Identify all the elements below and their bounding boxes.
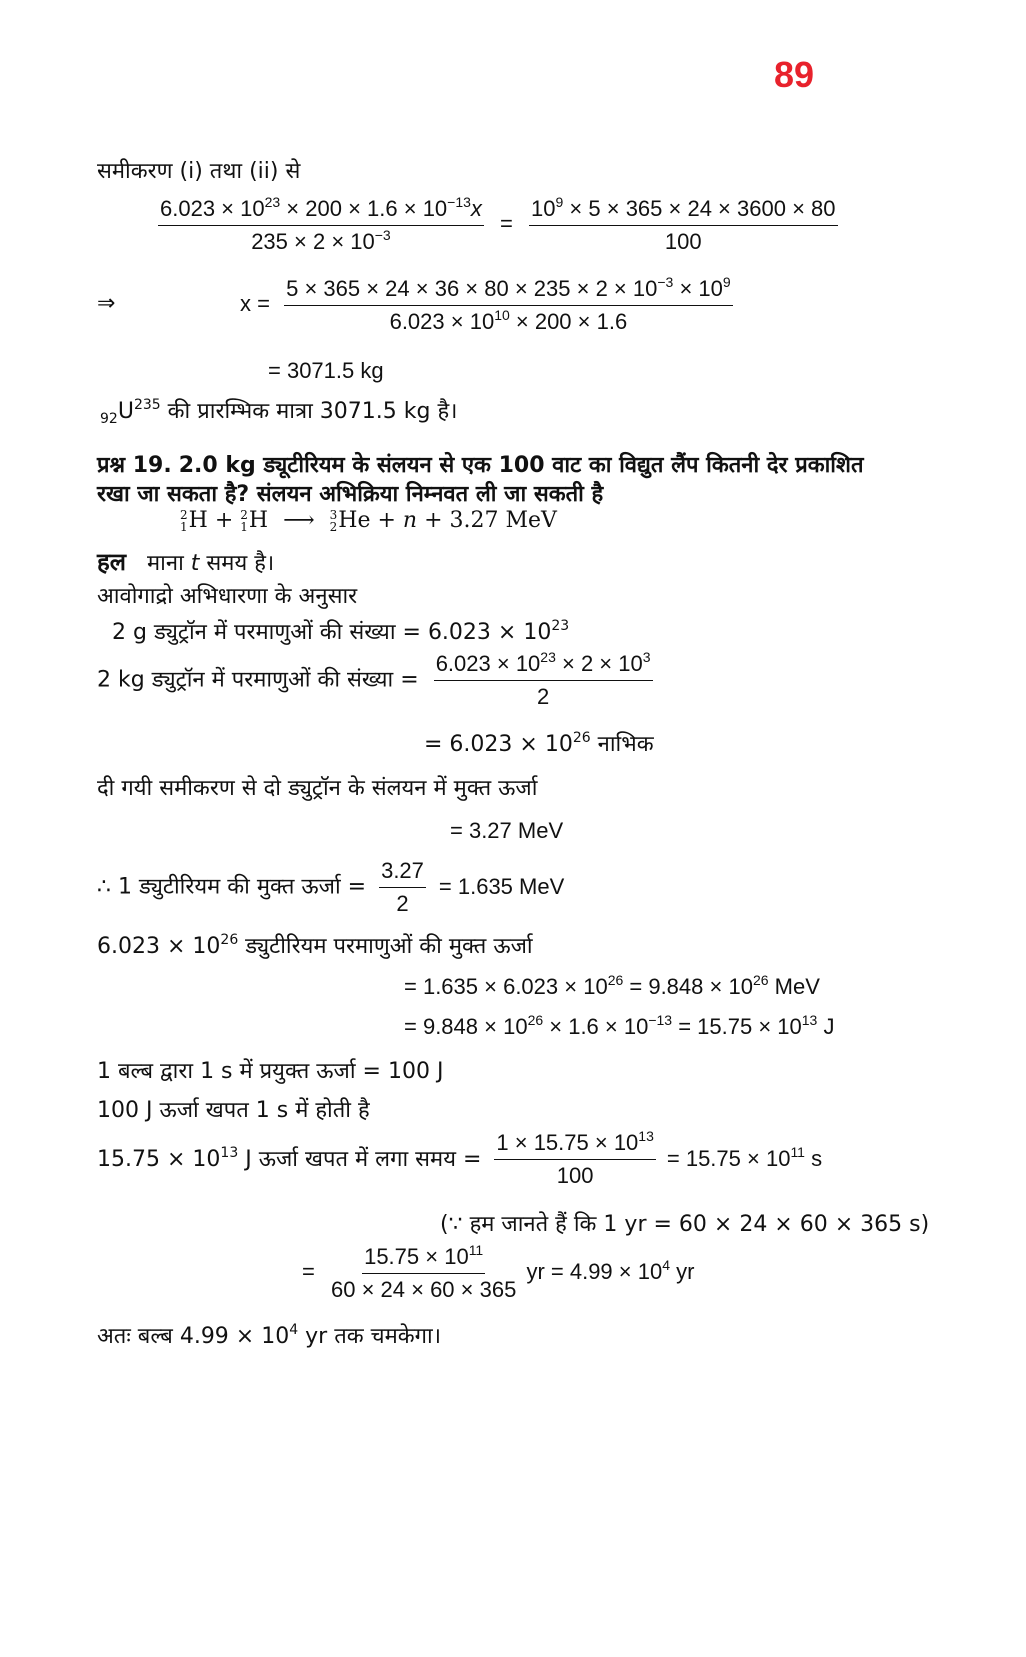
- energy-one-result: = 1.635 MeV: [438, 873, 565, 899]
- time-calculation: [97, 1130, 822, 1189]
- consumption-text: 100 J ऊर्जा खपत 1 s में होती है: [97, 1098, 370, 1123]
- years-calculation: [302, 1244, 694, 1303]
- equation-1: [158, 196, 838, 255]
- text-from-equations: समीकरण (i) तथा (ii) से: [97, 159, 301, 184]
- avogadro-text: आवोगाद्रो अभिधारणा के अनुसार: [97, 584, 358, 609]
- eq1-equals: =: [500, 211, 513, 237]
- energy-one-numerator: 3.27: [379, 858, 426, 888]
- eq2-lhs: x =: [240, 291, 270, 317]
- atoms-2kg-numerator: $6.023 \times 10^{23} \times 2 \times 10^3$: [434, 651, 653, 681]
- energy-intro: दी गयी समीकरण से दो ड्युट्रॉन के संलयन में मुक्त ऊर्जा: [97, 776, 538, 801]
- total-energy-intro: $6.023 \times 10^{26}$ ड्युटीरियम परमाणुओं की मुक्त ऊर्जा: [97, 932, 533, 959]
- implies-arrow: ⇒: [97, 290, 116, 315]
- eq1-rhs-denominator: 100: [664, 229, 702, 254]
- eq1-lhs-denominator: $235 \times 2 \times 10^{-3}$: [251, 227, 391, 254]
- atoms-in-2g: 2 g ड्युट्रॉन में परमाणुओं की संख्या = $6.023 \times 10^{23}$: [112, 618, 570, 645]
- energy-one-denominator: 2: [396, 891, 409, 916]
- fusion-reaction: 2 1 H + 2 1 H ⟶ 3 2 He + n + 3.27 MeV: [180, 508, 557, 534]
- equation-2: [240, 276, 733, 335]
- years-result: yr = $4.99 \times 10^4$ yr: [526, 1257, 695, 1285]
- question-text-1: 2.0 kg ड्यूटीरियम के संलयन से एक 100 वाट का विद्युत लैंप कितनी देर प्रकाशित: [178, 453, 864, 478]
- conclusion: अतः बल्ब $4.99 \times 10^4$ yr तक चमकेगा।: [97, 1322, 442, 1349]
- time-calc-result: = $15.75 \times 10^{11}$ s: [666, 1143, 823, 1171]
- solution-intro: माना t समय है।: [147, 551, 275, 576]
- energy-two-deuterons: = 3.27 MeV: [450, 818, 564, 843]
- years-denominator: 60 × 24 × 60 × 365: [330, 1277, 517, 1302]
- result-mass: = 3071.5 kg: [268, 358, 384, 383]
- years-equals: =: [302, 1259, 315, 1285]
- energy-one-deuterium: [97, 858, 564, 917]
- atoms-in-2kg: [97, 651, 653, 710]
- total-energy-joule: = $9.848 \times 10^{26} \times 1.6 \times 10^{-13} = 15.75 \times 10^{13}$ J: [404, 1012, 835, 1039]
- energy-one-label: ∴ 1 ड्युटीरियम की मुक्त ऊर्जा =: [97, 874, 367, 900]
- time-calc-denominator: 100: [556, 1163, 594, 1188]
- time-calc-numerator: $1 \times 15.75 \times 10^{13}$: [494, 1130, 655, 1160]
- solution-line: [97, 545, 274, 578]
- bulb-energy: 1 बल्ब द्वारा 1 s में प्रयुक्त ऊर्जा = 100 J: [97, 1059, 444, 1084]
- atoms-2kg-label: 2 kg ड्युट्रॉन में परमाणुओं की संख्या =: [97, 667, 419, 693]
- nuclei-count: = $6.023 \times 10^{26}$ नाभिक: [424, 730, 654, 757]
- atoms-2kg-denominator: 2: [536, 684, 550, 709]
- initial-mass-statement: $_{92}U^{235}$ की प्रारम्भिक मात्रा 3071.5 kg है।: [100, 397, 458, 427]
- year-note: (∵ हम जानते हैं कि 1 yr = 60 × 24 × 60 × 365 s): [440, 1212, 930, 1237]
- eq2-numerator: $5 \times 365 \times 24 \times 36 \times 80 \times 235 \times 2 \times 10^{-3} \times 10^9$: [284, 276, 733, 306]
- question-19-line-2: रखा जा सकता है? संलयन अभिक्रिया निम्नवत ली जा सकती है: [97, 482, 604, 507]
- years-numerator: $15.75 \times 10^{11}$: [362, 1244, 485, 1274]
- question-label: प्रश्न 19.: [97, 453, 172, 478]
- question-19-line-1: [97, 449, 864, 479]
- eq2-denominator: $6.023 \times 10^{10} \times 200 \times 1.6$: [389, 307, 628, 334]
- eq1-lhs-numerator: $6.023 \times 10^{23} \times 200 \times 1.6 \times 10^{-13}x$: [158, 196, 484, 226]
- solution-label: हल: [97, 548, 127, 576]
- eq1-rhs-numerator: $10^9 \times 5 \times 365 \times 24 \times 3600 \times 80$: [529, 196, 837, 226]
- reaction-energy: + 3.27 MeV: [424, 508, 557, 533]
- page-number: 89: [774, 54, 815, 95]
- total-energy-mev: = $1.635 \times 6.023 \times 10^{26} = 9.848 \times 10^{26}$ MeV: [404, 972, 820, 999]
- time-calc-label: $15.75 \times 10^{13}$ J ऊर्जा खपत में लगा समय =: [97, 1144, 482, 1172]
